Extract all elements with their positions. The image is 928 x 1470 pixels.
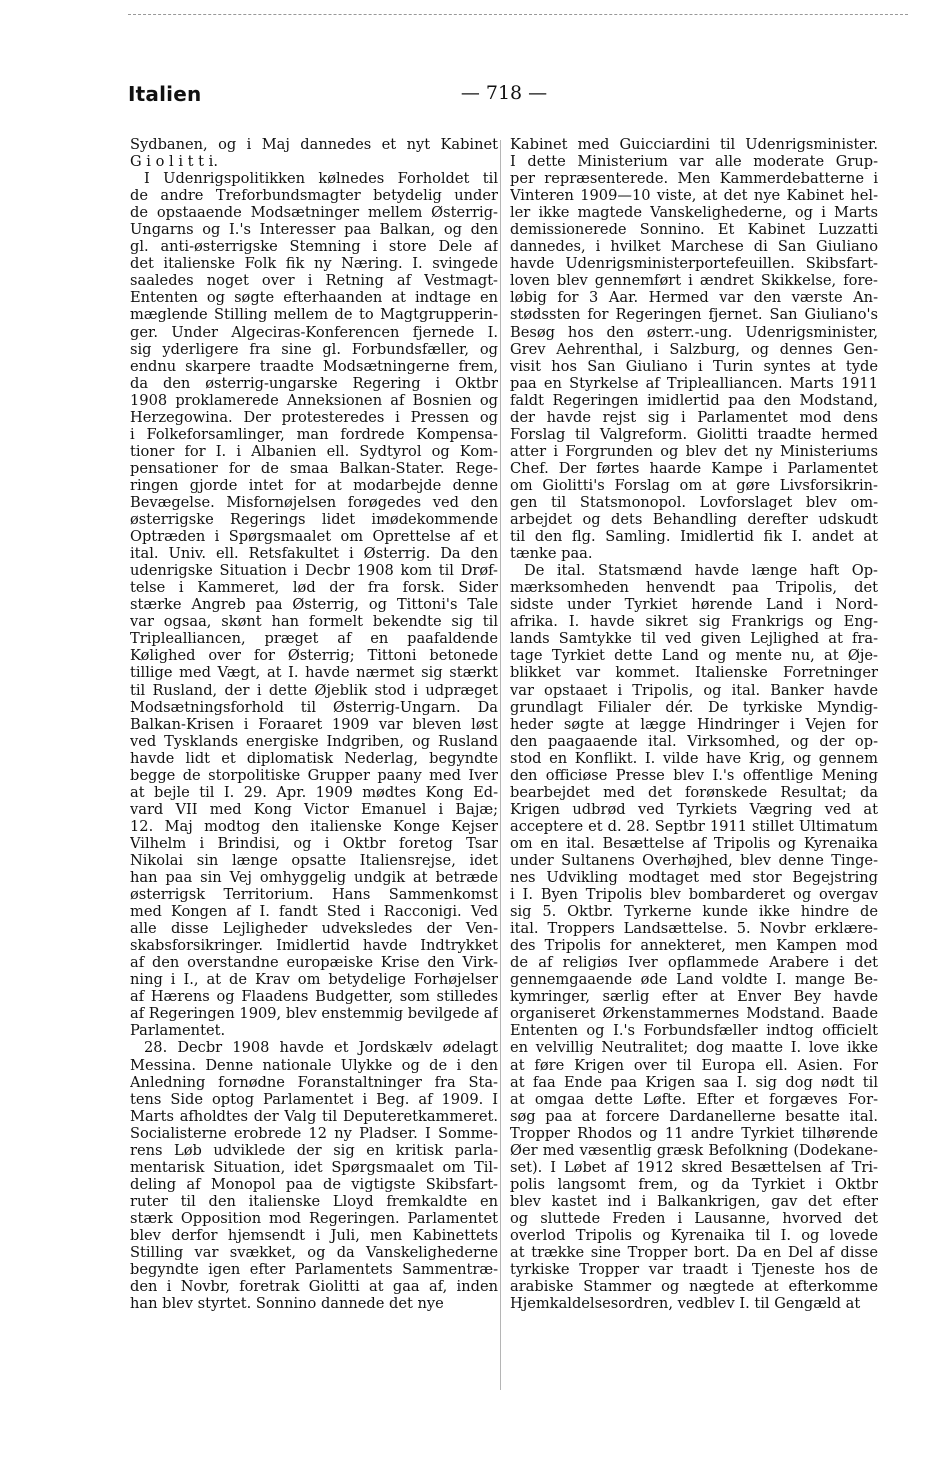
text-line: Vilhelm i Brindisi, og i Oktbr foretog Tsar (130, 834, 498, 852)
text-line: gl. anti-østerrigske Stemning i store Dele af (130, 238, 498, 256)
text-line: per repræsenterede. Men Kammerdebatterne i (510, 170, 878, 188)
text-line: en velvillig Neutralitet; dog maatte I. love ikke (510, 1039, 878, 1057)
text-line: faldt Regeringen imidlertid paa den Modstand, (510, 391, 878, 409)
text-line: havde Udenrigsministerportefeuillen. Skibsfart- (510, 255, 878, 273)
text-line: bearbejdet med det forønskede Resultat; da (510, 783, 878, 801)
text-line: ler ikke magtede Vanskelighederne, og i Marts (510, 204, 878, 222)
text-line: Øer med væsentlig græsk Befolkning (Dodekane- (510, 1141, 878, 1159)
text-line: gen til Statsmonopol. Lovforslaget blev om- (510, 493, 878, 511)
text-line: Parlamentet. (130, 1022, 226, 1040)
text-line: paa en Styrkelse af Triplealliancen. Marts 1911 (510, 374, 878, 392)
text-line: saaledes noget over i Retning af Vestmagt- (130, 272, 498, 290)
text-line: ning i I., at de Krav om betydelige Forhøjelser (130, 971, 498, 989)
text-line: af den overstandne europæiske Krise den Virk- (130, 954, 498, 972)
text-line: Sydbanen, og i Maj dannedes et nyt Kabinet (130, 136, 498, 153)
text-line: Forslag til Valgreform. Giolitti traadte hermed (510, 425, 878, 443)
text-line: blev kastet ind i Balkankrigen, gav det efter (510, 1192, 878, 1210)
text-line: begyndte igen efter Parlamentets Sammentræ- (130, 1261, 498, 1279)
text-line: heder søgte at lægge Hindringer i Vejen for (510, 715, 878, 733)
text-line: stødssten for Regeringen fjernet. San Giuliano's (510, 306, 878, 324)
text-line: Modsætningsforhold til Østerrig-Ungarn. Da (130, 698, 498, 716)
text-line: Bevægelse. Misfornøjelsen forøgedes ved den (130, 493, 498, 511)
text-line: med Kongen af I. fandt Sted i Racconigi. Ved (130, 903, 498, 921)
text-line: i I. Byen Tripolis blev bombarderet og overgav (510, 886, 878, 904)
text-line: tillige med Vægt, at I. havde nærmet sig stærkt (130, 664, 498, 682)
text-line: 12. Maj modtog den italienske Konge Kejser (130, 817, 498, 835)
text-line: stærke Angreb paa Østerrig, og Tittoni's Tale (130, 596, 498, 614)
text-line: Tropper Rhodos og 11 andre Tyrkiet tilhørende (510, 1124, 878, 1142)
text-line: loven blev gennemført i ændret Skikkelse, fore- (510, 272, 878, 290)
text-line: Nikolai sin længe opsatte Italiensrejse, idet (130, 851, 498, 869)
text-line: Krigen udbrød ved Tyrkiets Vægring ved at (510, 800, 878, 818)
text-line: 28. Decbr 1908 havde et Jordskælv ødelagt (144, 1039, 498, 1057)
text-line: havde lidt et diplomatisk Nederlag, begyndte (130, 749, 498, 767)
text-line: ger. Under Algeciras-Konferencen fjernede I. (130, 323, 498, 341)
text-line: Hjemkaldelsesordren, vedblev I. til Gengæld at (510, 1295, 861, 1313)
text-line: var ogsaa, skønt han formelt bekendte sig til (130, 613, 498, 631)
text-line: ved Tysklands energiske Indgriben, og Rusland (130, 732, 498, 750)
text-line: 1908 proklamerede Anneksionen af Bosnien og (130, 391, 498, 409)
text-line: arabiske Stammer og nægtede at efterkomme (510, 1278, 878, 1296)
text-line: tioner for I. i Albanien ell. Sydtyrol og Kom- (130, 442, 498, 460)
top-rule (128, 14, 908, 15)
text-line: Anledning fornødne Foranstaltninger fra Sta- (130, 1073, 498, 1091)
text-line: grundlagt Filialer dér. De tyrkiske Myndig- (510, 698, 878, 716)
text-line: Kølighed over for Østerrig; Tittoni betonede (130, 647, 498, 665)
text-line: tænke paa. (510, 545, 593, 563)
text-line: Stilling var svækket, og da Vanskelighederne (130, 1244, 498, 1262)
text-line: nes Udvikling modtaget med stor Begejstring (510, 869, 878, 887)
text-line: i Folkeforsamlinger, man fordrede Kompensa- (130, 425, 498, 443)
text-line: af Hærens og Flaadens Budgetter, som stilledes (130, 988, 498, 1006)
text-line: alle disse Lejligheder udveksledes der Ven- (130, 920, 498, 938)
text-line: Balkan-Krisen i Foraaret 1909 var bleven løst (130, 715, 498, 733)
text-line: at trække sine Tropper bort. Da en Del af disse (510, 1244, 878, 1262)
text-line: Optræden i Spørgsmaalet om Oprettelse af et (130, 528, 498, 546)
text-line: set). I Løbet af 1912 skred Besættelsen af Tri- (510, 1158, 878, 1176)
text-line: afrika. I. havde sikret sig Frankrigs og Eng- (510, 613, 878, 631)
paragraph (130, 136, 498, 170)
text-line: De ital. Statsmænd havde længe haft Op- (524, 562, 878, 580)
text-line: at føre Krigen over til Europa ell. Asien. For (510, 1056, 878, 1074)
text-line: sig yderligere fra sine gl. Forbundsfæller, og (130, 340, 498, 358)
text-line: under Sultanens Overhøjhed, blev denne Tinge- (510, 851, 878, 869)
paragraph (510, 562, 878, 1312)
text-line: organiseret Ørkenstammernes Modstand. Baade (510, 1005, 878, 1023)
text-line: stod en Konflikt. I. vilde have Krig, og gennem (510, 749, 878, 767)
text-line: Besøg hos den østerr.-ung. Udenrigsminister, (510, 323, 878, 341)
page-number: — 718 — (460, 82, 548, 104)
text-line: til den flg. Samling. Imidlertid fik I. andet at (510, 528, 878, 546)
text-line: Ententen og søgte efterhaanden at indtage en (130, 289, 498, 307)
text-line: I dette Ministerium var alle moderate Grup- (510, 153, 878, 171)
text-line: polis langsomt frem, og da Tyrkiet i Oktbr (510, 1175, 878, 1193)
text-line: mærksomheden henvendt paa Tripolis, det (510, 579, 878, 597)
column-divider (500, 140, 501, 1390)
text-line: Messina. Denne nationale Ulykke og de i den (130, 1056, 498, 1074)
text-line: sig 5. Oktbr. Tyrkerne kunde ikke hindre de (510, 903, 878, 921)
text-line: lands Samtykke til ved given Lejlighed at fra- (510, 630, 878, 648)
text-line: pensationer for de smaa Balkan-Stater. Rege- (130, 459, 498, 477)
text-line: at bejle til I. 29. Apr. 1909 mødtes Kong Ed- (130, 783, 498, 801)
text-line: skabsforsikringer. Imidlertid havde Indtrykket (130, 937, 498, 955)
text-line: blikket var kommet. Italienske Forretninger (510, 664, 878, 682)
text-line: til Rusland, der i dette Øjeblik stod i udpræget (130, 681, 498, 699)
text-line: atter i Forgrunden og blev det ny Ministeriums (510, 442, 878, 460)
text-line: søg paa at forcere Dardanellerne besatte ital. (510, 1107, 878, 1125)
text-line: overlod Tripolis og Kyrenaika til I. og lovede (510, 1227, 878, 1244)
text-line: Socialisterne erobrede 12 ny Pladser. I Somme- (130, 1124, 498, 1142)
text-line: kymringer, særlig efter at Enver Bey havde (510, 988, 878, 1006)
text-line: tyrkiske Tropper var traadt i Tjeneste hos de (510, 1261, 878, 1279)
text-line: G i o l i t t i. (130, 153, 218, 171)
text-line: des Tripolis for annekteret, men Kampen mod (510, 937, 878, 955)
text-line: udenrigske Situation i Decbr 1908 kom til Drøf- (130, 562, 498, 580)
text-line: løbig for 3 Aar. Hermed var den værste An- (510, 289, 878, 307)
text-line: ital. Troppers Landsættelse. 5. Novbr erklære- (510, 920, 878, 938)
text-line: det italienske Folk fik ny Næring. I. svingede (130, 255, 498, 273)
page-header (128, 82, 880, 114)
text-line: at faa Ende paa Krigen saa I. sig dog nødt til (510, 1073, 878, 1091)
text-line: rens Løb udviklede der sig en kritisk parla- (130, 1141, 498, 1159)
text-line: Chef. Der førtes haarde Kampe i Parlamentet (510, 459, 878, 477)
text-line: acceptere et d. 28. Septbr 1911 stillet Ultimatum (510, 817, 878, 835)
text-line: at omgaa dette Løfte. Efter et forgæves For- (510, 1090, 878, 1108)
text-line: der havde rejst sig i Parlamentet mod dens (510, 408, 878, 426)
text-line: dannedes, i hvilket Marchese di San Giuliano (510, 238, 878, 256)
text-line: han paa sin Vej omhyggelig undgik at betræde (130, 869, 498, 887)
right-column (510, 136, 878, 1396)
text-line: ringen gjorde intet for at modarbejde denne (130, 476, 498, 494)
running-head: Italien (128, 82, 202, 106)
text-line: vard VII med Kong Victor Emanuel i Bajæ; (130, 800, 498, 818)
left-column (130, 136, 498, 1396)
text-line: da den østerrig-ungarske Regering i Oktbr (130, 374, 498, 392)
text-line: deling af Monopol paa de vigtigste Skibsfart- (130, 1175, 498, 1193)
text-line: mentarisk Situation, idet Spørgsmaalet om Til- (130, 1158, 498, 1176)
text-line: de andre Treforbundsmagter betydelig under (130, 187, 498, 205)
paragraph (510, 136, 878, 562)
text-line: demissionerede Sonnino. Et Kabinet Luzzatti (510, 221, 878, 239)
text-line: mæglende Stilling mellem de to Magtgrupperin- (130, 306, 498, 324)
text-line: visit hos San Giuliano i Turin syntes at tyde (510, 357, 878, 375)
text-line: Marts afholdtes der Valg til Deputeretkammeret. (130, 1107, 498, 1125)
text-line: stærk Opposition mod Regeringen. Parlamentet (130, 1209, 498, 1227)
text-line: Kabinet med Guicciardini til Udenrigsminister. (510, 136, 878, 153)
text-line: og sluttede Freden i Lausanne, hvorved det (510, 1209, 878, 1227)
text-line: Ententen og I.'s Forbundsfæller indtog officielt (510, 1022, 878, 1040)
text-line: østerrigske Regerings lidet imødekommende (130, 511, 498, 529)
text-line: arbejdet og dets Behandling derefter udskudt (510, 511, 878, 529)
text-line: af Regeringen 1909, blev enstemmig bevilgede af (130, 1005, 498, 1023)
text-line: de opstaaende Modsætninger mellem Østerrig- (130, 204, 498, 222)
text-line: I Udenrigspolitikken kølnedes Forholdet til (144, 170, 498, 188)
text-line: tens Side optog Parlamentet i Beg. af 1909. I (130, 1090, 498, 1108)
text-line: gennemgaaende øde Land voldte I. mange Be- (510, 971, 878, 989)
text-line: tage Tyrkiet dette Land og mente nu, at Øje- (510, 647, 878, 665)
text-line: Ungarns og I.'s Interesser paa Balkan, og den (130, 221, 498, 239)
text-line: de af religiøs Iver opflammede Arabere i det (510, 954, 878, 972)
text-line: om Giolitti's Forslag om at gøre Livsforsikrin- (510, 476, 878, 494)
paragraph (130, 170, 498, 1039)
text-line: ital. Univ. ell. Retsfakultet i Østerrig. Da den (130, 545, 498, 563)
text-line: Vinteren 1909—10 viste, at det nye Kabinet hel- (510, 187, 878, 205)
text-line: blev derfor hjemsendt i Juli, men Kabinettets (130, 1227, 498, 1244)
text-line: om en ital. Besættelse af Tripolis og Kyrenaika (510, 834, 878, 852)
text-line: Herzegowina. Der protesteredes i Pressen og (130, 408, 498, 426)
text-line: Grev Aehrenthal, i Salzburg, og dennes Gen- (510, 340, 878, 358)
text-line: Triplealliancen, præget af en paafaldende (130, 630, 498, 648)
text-line: endnu skarpere traadte Modsætningerne frem, (130, 357, 498, 375)
text-line: telse i Kammeret, lød der fra forsk. Sider (130, 579, 498, 597)
text-line: den i Novbr, foretrak Giolitti at gaa af, inden (130, 1278, 498, 1296)
text-line: var opstaaet i Tripolis, og ital. Banker havde (510, 681, 878, 699)
text-line: den officiøse Presse blev I.'s offentlige Mening (510, 766, 878, 784)
paragraph (130, 1039, 498, 1312)
text-line: begge de storpolitiske Grupper paany med Iver (130, 766, 498, 784)
text-line: østerrigsk Territorium. Hans Sammenkomst (130, 886, 498, 904)
text-line: den paagaaende ital. Virksomhed, og der op- (510, 732, 878, 750)
text-line: han blev styrtet. Sonnino dannede det nye (130, 1295, 444, 1313)
text-line: sidste under Tyrkiet hørende Land i Nord- (510, 596, 878, 614)
text-line: ruter til den italienske Lloyd fremkaldte en (130, 1192, 498, 1210)
